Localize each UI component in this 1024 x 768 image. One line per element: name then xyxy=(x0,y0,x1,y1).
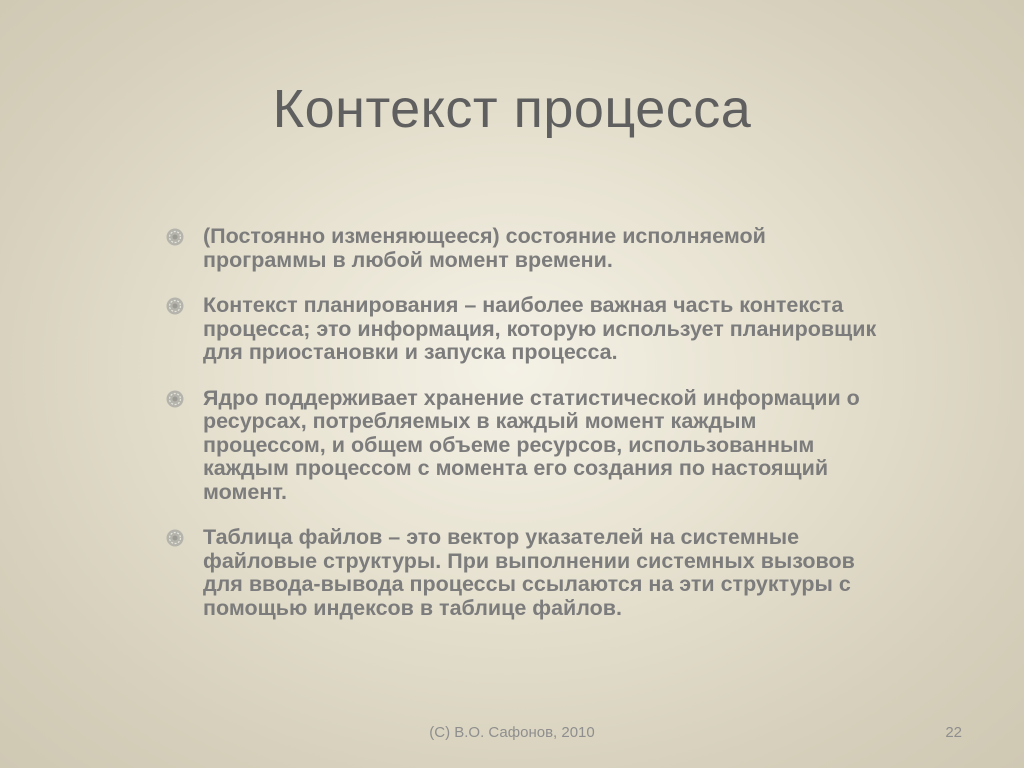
page-number: 22 xyxy=(945,724,962,741)
round-flower-bullet-icon xyxy=(165,389,185,409)
bullet-item xyxy=(165,387,885,505)
round-flower-bullet-icon xyxy=(165,227,185,247)
bullet-item xyxy=(165,225,885,272)
bullet-text: Таблица файлов – это вектор указателей на системные файловые структуры. При выполнении системных вызовов для ввода-вывода процессы ссылаются на эти структуры с помощью индексов в таблице файлов. xyxy=(203,525,855,620)
round-flower-bullet-icon xyxy=(165,528,185,548)
footer-copyright: (C) В.О. Сафонов, 2010 xyxy=(429,724,595,741)
slide-title: Контекст процесса xyxy=(272,79,752,139)
bullet-text: (Постоянно изменяющееся) состояние исполняемой программы в любой момент времени. xyxy=(203,224,766,272)
bullet-text: Контекст планирования – наиболее важная часть контекста процесса; это информация, которую использует планировщик для приостановки и запуска процесса. xyxy=(203,293,877,364)
bullet-item xyxy=(165,294,885,365)
round-flower-bullet-icon xyxy=(165,296,185,316)
bullet-text: Ядро поддерживает хранение статистической информации о ресурсах, потребляемых в каждый момент каждым процессом, и общем объеме ресурсов, использованным каждым процессом с момента его создания по настоящий момент. xyxy=(203,385,860,504)
bullet-item xyxy=(165,526,885,620)
bullet-list xyxy=(165,225,885,642)
